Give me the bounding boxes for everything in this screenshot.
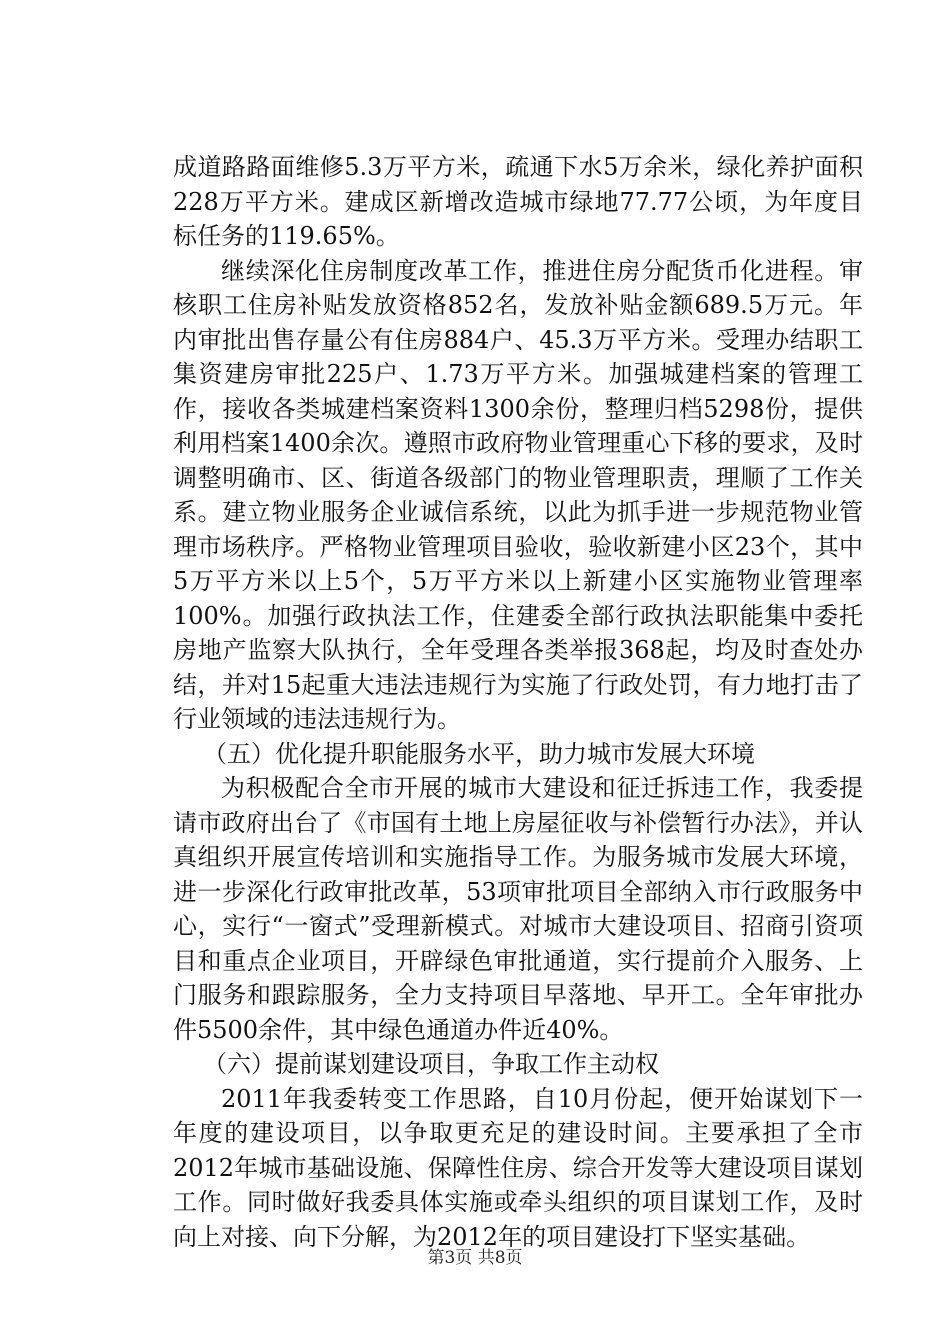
page-number-footer: 第3页 共8页: [427, 1248, 523, 1268]
document-body: [173, 150, 863, 1254]
section-heading-five: （五）优化提升职能服务水平，助力城市发展大环境: [203, 739, 755, 768]
paragraph-service-improvement: 为积极配合全市开展的城市大建设和征迁拆违工作，我委提请市政府出台了《市国有土地上房屋征收与补偿暂行办法》，并认真组织开展宣传培训和实施指导工作。为服务城市发展大环境，进一步深化行政审批改革，53项审批项目全部纳入市行政服务中心，实行“一窗式”受理新模式。对城市大建设项目、招商引资项目和重点企业项目，开辟绿色审批通道，实行提前介入服务、上门服务和跟踪服务，全力支持项目早落地、早开工。全年审批办件5500余件，其中绿色通道办件近40%。: [173, 774, 863, 1044]
paragraph-continuation: 成道路路面维修5.3万平方米，疏通下水5万余米，绿化养护面积228万平方米。建成区新增改造城市绿地77.77公顷，为年度目标任务的119.65%。: [173, 153, 863, 250]
paragraph-housing-reform: 继续深化住房制度改革工作，推进住房分配货币化进程。审核职工住房补贴发放资格852名，发放补贴金额689.5万元。年内审批出售存量公有住房884户、45.3万平方米。受理办结职工集资建房审批225户、1.73万平方米。加强城建档案的管理工作，接收各类城建档案资料1300余份，整理归档5298份，提供利用档案1400余次。遵照市政府物业管理重心下移的要求，及时调整明确市、区、街道各级部门的物业管理职责，理顺了工作关系。建立物业服务企业诚信系统，以此为抓手进一步规范物业管理市场秩序。严格物业管理项目验收，验收新建小区23个，其中5万平方米以上5个，5万平方米以上新建小区实施物业管理率100%。加强行政执法工作，住建委全部行政执法职能集中委托房地产监察大队执行，全年受理各类举报368起，均及时查处办结，并对15起重大违法违规行为实施了行政处罚，有力地打击了行业领域的违法违规行为。: [173, 256, 863, 733]
paragraph-project-planning: 2011年我委转变工作思路，自10月份起，便开始谋划下一年度的建设项目，以争取更充足的建设时间。主要承担了全市2012年城市基础设施、保障性住房、综合开发等大建设项目谋划工作。同时做好我委具体实施或牵头组织的项目谋划工作，及时向上对接、向下分解，为2012年的项目建设打下坚实基础。: [173, 1084, 863, 1251]
section-heading-six: （六）提前谋划建设项目，争取工作主动权: [203, 1050, 659, 1078]
